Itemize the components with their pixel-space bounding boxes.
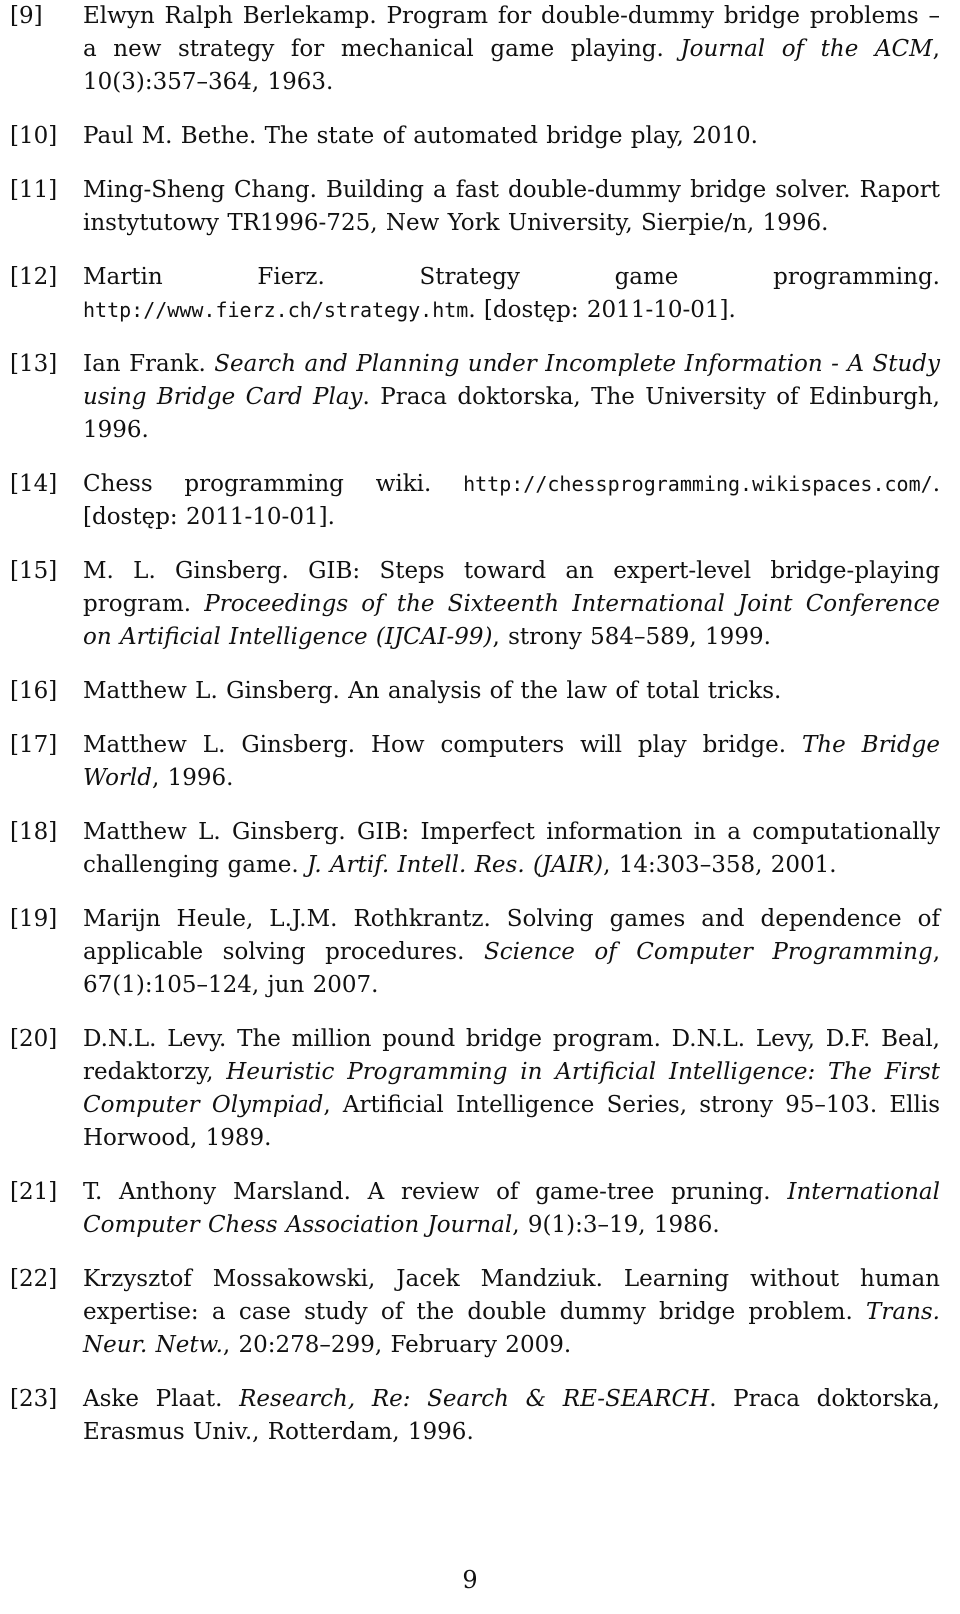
reference-italic-title: Journal of the ACM [680, 36, 933, 62]
reference-text [83, 120, 940, 153]
reference-label: [12] [10, 264, 58, 290]
reference-label: [9] [10, 3, 43, 29]
reference-text-segment: T. Anthony Marsland. A review of game-tree pruning. [83, 1179, 788, 1205]
reference-label: [19] [10, 906, 58, 932]
reference-text [83, 816, 940, 882]
reference-text-segment: Marijn Heule, L.J.M. Rothkrantz. Solving games and dependence of applicable solving procedures. [83, 906, 940, 965]
reference-text-segment: Martin Fierz. Strategy game programming. [83, 264, 940, 290]
page-number: 9 [462, 1566, 478, 1594]
reference-italic-title: Science of Computer Programming [483, 939, 933, 965]
reference-label: [21] [10, 1179, 58, 1205]
reference-text-segment: Ming-Sheng Chang. Building a fast double-dummy bridge solver. Raport instytutowy TR1996-725, New York University, Sierpie/n, 1996. [83, 177, 940, 236]
reference-entry [10, 555, 940, 654]
reference-label: [13] [10, 351, 58, 377]
reference-text [83, 1383, 940, 1449]
reference-italic-title: International Computer Chess Association Journal [83, 1179, 940, 1238]
reference-text-segment: Elwyn Ralph Berlekamp. Program for double-dummy bridge problems – a new strategy for mechanical game playing. [83, 3, 940, 62]
reference-text-segment: D.N.L. Levy. The million pound bridge program. D.N.L. Levy, D.F. Beal, redaktorzy, [83, 1026, 940, 1085]
reference-text [83, 1263, 940, 1362]
reference-entry [10, 174, 940, 240]
reference-entry [10, 348, 940, 447]
reference-text [83, 903, 940, 1002]
reference-text-segment: Matthew L. Ginsberg. GIB: Imperfect information in a computationally challenging game. [83, 819, 940, 878]
reference-text-segment: , strony 584–589, 1999. [492, 624, 771, 650]
reference-list [10, 0, 940, 1470]
reference-text-segment: , 67(1):105–124, jun 2007. [83, 939, 940, 998]
reference-italic-title: J. Artif. Intell. Res. (JAIR) [306, 852, 604, 878]
reference-text [83, 1176, 940, 1242]
reference-italic-title: Search and Planning under Incomplete Information - A Study using Bridge Card Play [83, 351, 940, 410]
reference-entry [10, 1176, 940, 1242]
reference-text-segment: M. L. Ginsberg. GIB: Steps toward an expert-level bridge-playing program. [83, 558, 940, 617]
reference-italic-title: The Bridge World [83, 732, 940, 791]
reference-text [83, 1023, 940, 1155]
reference-entry [10, 1263, 940, 1362]
reference-label: [20] [10, 1026, 58, 1052]
reference-url: http://chessprogramming.wikispaces.com/ [463, 472, 933, 496]
reference-label: [18] [10, 819, 58, 845]
reference-text [83, 261, 940, 327]
reference-text-segment: . Praca doktorska, The University of Edinburgh, 1996. [83, 384, 940, 443]
reference-text-segment: . Praca doktorska, Erasmus Univ., Rotterdam, 1996. [83, 1386, 940, 1445]
reference-text-segment: . [dostęp: 2011-10-01]. [468, 297, 736, 323]
reference-label: [16] [10, 678, 58, 704]
reference-text [83, 555, 940, 654]
reference-entry [10, 903, 940, 1002]
reference-entry [10, 0, 940, 99]
reference-text-segment: Matthew L. Ginsberg. How computers will play bridge. [83, 732, 802, 758]
reference-text [83, 468, 940, 534]
reference-text [83, 174, 940, 240]
reference-entry [10, 729, 940, 795]
reference-entry [10, 1023, 940, 1155]
reference-text-segment: , 20:278–299, February 2009. [222, 1332, 572, 1358]
reference-text [83, 729, 940, 795]
reference-text-segment: Paul M. Bethe. The state of automated bridge play, 2010. [83, 123, 758, 149]
reference-text-segment: Chess programming wiki. [83, 471, 464, 497]
reference-label: [17] [10, 732, 58, 758]
reference-text-segment: , Artificial Intelligence Series, strony 95–103. Ellis Horwood, 1989. [83, 1092, 940, 1151]
reference-entry [10, 816, 940, 882]
reference-entry [10, 468, 940, 534]
reference-text-segment: . [dostęp: 2011-10-01]. [83, 471, 940, 530]
reference-label: [14] [10, 471, 58, 497]
reference-entry [10, 261, 940, 327]
reference-label: [10] [10, 123, 58, 149]
reference-text-segment: , 9(1):3–19, 1986. [512, 1212, 720, 1238]
reference-italic-title: Proceedings of the Sixteenth International Joint Conference on Artificial Intelligence (IJCAI-99) [83, 591, 940, 650]
reference-label: [22] [10, 1266, 58, 1292]
reference-label: [15] [10, 558, 58, 584]
reference-text-segment: Krzysztof Mossakowski, Jacek Mandziuk. Learning without human expertise: a case study of the double dummy bridge problem. [83, 1266, 940, 1325]
reference-text-segment: , 1996. [152, 765, 234, 791]
reference-text-segment: , 14:303–358, 2001. [603, 852, 837, 878]
reference-text-segment: Matthew L. Ginsberg. An analysis of the law of total tricks. [83, 678, 782, 704]
reference-text-segment: , 10(3):357–364, 1963. [83, 36, 940, 95]
reference-text [83, 675, 940, 708]
reference-italic-title: Heuristic Programming in Artificial Intelligence: The First Computer Olympiad [83, 1059, 940, 1118]
reference-italic-title: Trans. Neur. Netw. [83, 1299, 940, 1358]
reference-italic-title: Research, Re: Search & RE-SEARCH [239, 1386, 710, 1412]
reference-entry [10, 675, 940, 708]
reference-entry [10, 120, 940, 153]
reference-entry [10, 1383, 940, 1449]
reference-text-segment: Ian Frank. [83, 351, 215, 377]
reference-text [83, 348, 940, 447]
reference-label: [23] [10, 1386, 58, 1412]
reference-text [83, 0, 940, 99]
reference-url: http://www.fierz.ch/strategy.htm [83, 298, 469, 322]
reference-text-segment: Aske Plaat. [83, 1386, 240, 1412]
reference-label: [11] [10, 177, 58, 203]
